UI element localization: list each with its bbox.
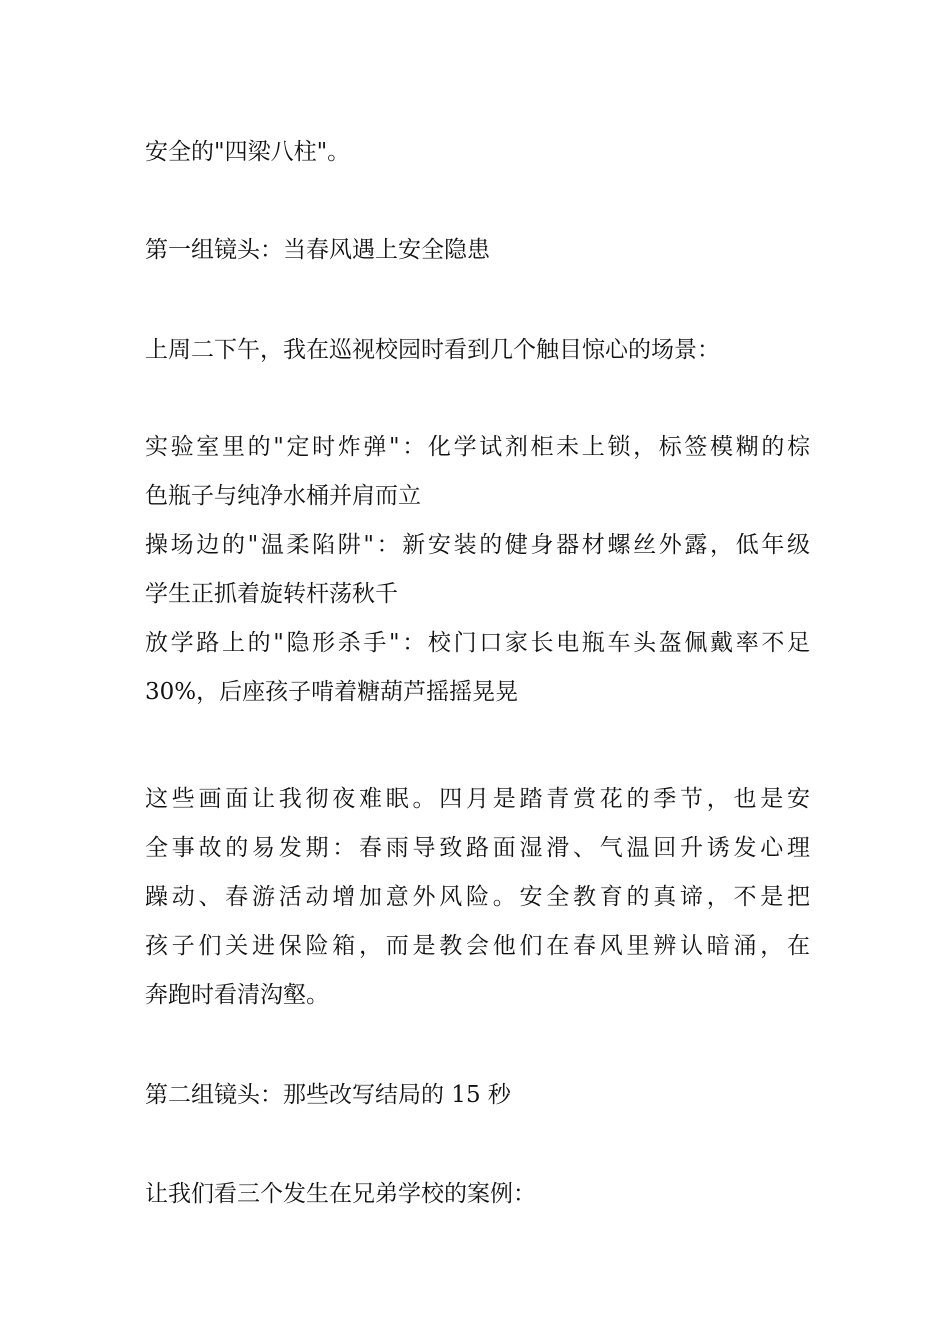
list-item-line: 色瓶子与纯净水桶并肩而立	[145, 483, 421, 509]
section-heading-2	[145, 1071, 810, 1120]
text-line: 第一组镜头：当春风遇上安全隐患	[145, 237, 490, 263]
paragraph-observation	[145, 326, 810, 375]
paragraph-cases-intro	[145, 1170, 810, 1219]
list-item-line: 学生正抓着旋转杆荡秋千	[145, 581, 398, 607]
text-line: 这些画面让我彻夜难眠。四月是踏青赏花的季节，也是安	[145, 786, 810, 812]
list-item-line: 实验室里的"定时炸弹"：化学试剂柜未上锁，标签模糊的棕	[145, 434, 810, 460]
text-line: 让我们看三个发生在兄弟学校的案例：	[145, 1181, 536, 1207]
text-line: 第二组镜头：那些改写结局的 15 秒	[145, 1082, 511, 1108]
paragraph-reflection	[145, 775, 810, 1020]
paragraph-intro	[145, 128, 810, 177]
text-line: 上周二下午，我在巡视校园时看到几个触目惊心的场景：	[145, 337, 720, 363]
text-line: 奔跑时看清沟壑。	[145, 982, 329, 1008]
text-line: 全事故的易发期：春雨导致路面湿滑、气温回升诱发心理	[145, 835, 810, 861]
text-line: 孩子们关进保险箱，而是教会他们在春风里辨认暗涌，在	[145, 933, 810, 959]
list-item-line: 放学路上的"隐形杀手"：校门口家长电瓶车头盔佩戴率不足	[145, 630, 810, 656]
scene-list	[145, 423, 810, 717]
text-line: 安全的"四梁八柱"。	[145, 139, 351, 165]
list-item-line: 30%，后座孩子啃着糖葫芦摇摇晃晃	[145, 679, 519, 705]
list-item-line: 操场边的"温柔陷阱"：新安装的健身器材螺丝外露，低年级	[145, 532, 810, 558]
section-heading-1	[145, 226, 810, 275]
text-line: 躁动、春游活动增加意外风险。安全教育的真谛，不是把	[145, 884, 810, 910]
